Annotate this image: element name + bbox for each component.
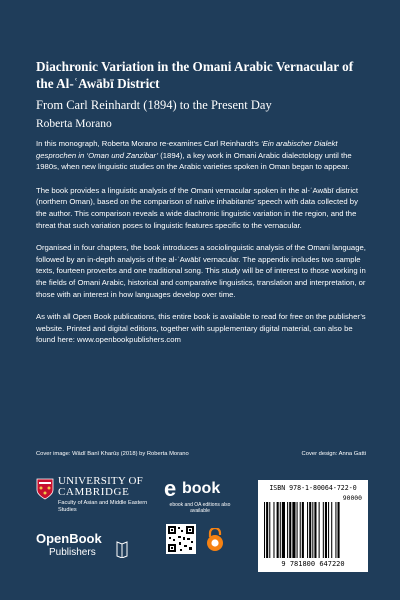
ean-digits: 9 781800 647220 xyxy=(281,560,345,568)
open-book-publishers-logo xyxy=(36,532,126,564)
cambridge-faculty-text: Faculty of Asian and Middle Eastern Studies xyxy=(58,500,148,513)
cambridge-name-text: CAMBRIDGE xyxy=(58,486,130,498)
blurb-p1-end: (1894), a key work in Omani Arabic dialectology until the 1980s, when new linguistic studies on the Arabic varieties spoken in Oman began to appear. xyxy=(36,150,352,172)
cambridge-logo xyxy=(36,476,156,524)
publisher-name: OpenBook xyxy=(36,531,102,546)
book-author: Roberta Morano xyxy=(36,118,112,130)
barcode-bars xyxy=(264,502,362,558)
ebook-badge xyxy=(164,476,254,580)
blurb-paragraph-4: As with all Open Book publications, this entire book is available to read for free on the publisher’s website. Printed and digital editions, together with supplementary digital material, can also be found here: www.openbookpublishers.com xyxy=(36,312,366,345)
book-subtitle: From Carl Reinhardt (1894) to the Present Day xyxy=(36,98,272,112)
isbn-barcode xyxy=(258,480,368,572)
blurb-p1-start: In this monograph, Roberta Morano re-examines Carl Reinhardt’s xyxy=(36,139,262,148)
ebook-e-icon: e xyxy=(164,476,177,501)
price-code: 90000 xyxy=(342,494,362,502)
book-icon xyxy=(116,538,128,558)
blurb-p1-title: ‘Ein arabischer Dialekt gesprochen in ‘Oman und Zanzibar’ xyxy=(36,139,338,160)
cambridge-university-text: UNIVERSITY OF xyxy=(58,475,143,487)
ebook-word: book xyxy=(182,480,221,497)
isbn-label: ISBN 978-1-80064-722-0 xyxy=(269,484,357,492)
book-title: Diachronic Variation in the Omani Arabic Vernacular of the Al-ʿAwābī District xyxy=(36,59,354,91)
publisher-sub: Publishers xyxy=(49,547,96,558)
open-access-icon xyxy=(206,528,224,552)
cover-design-credit: Cover design: Anna Gatti xyxy=(301,451,366,457)
blurb-paragraph-2: The book provides a linguistic analysis of the Omani vernacular spoken in the al-ʿAwābī district (northern Oman), based on the comparison of native inhabitants’ speech with data collected by the author. This comparison reveals a wide diachronic linguistic variation in the region, and the threat that such variation poses to linguistic features specific to the vernacular. xyxy=(36,185,359,230)
ebook-subtext: ebook and OA editions also available xyxy=(169,502,231,514)
blurb-paragraph-3: Organised in four chapters, the book introduces a sociolinguistic analysis of the Omani language, followed by an in-depth analysis of the al-ʿAwābī vernacular. The appendix includes two sample texts, fourteen proverbs and one traditional song. This study will be of interest to those working in the fields of Omani Arabic, historical and comparative linguistics, translation and interpretation, or those with an interest in how languages develop over time. xyxy=(36,243,366,299)
cambridge-shield-icon xyxy=(36,478,54,500)
credits-line xyxy=(36,451,366,457)
cover-text xyxy=(36,58,366,346)
qr-code-icon xyxy=(166,524,196,554)
blurb-paragraph-1 xyxy=(36,138,366,173)
cover-image-credit: Cover image: Wādī Banī Kharūṣ (2018) by Roberta Morano xyxy=(36,451,189,457)
